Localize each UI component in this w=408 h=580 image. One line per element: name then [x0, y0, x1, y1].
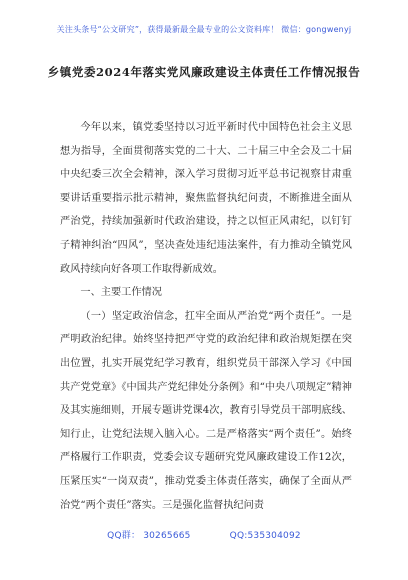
contact-footer	[0, 528, 408, 541]
document-body	[60, 116, 352, 517]
qq-number-text: QQ:535304092	[229, 531, 301, 541]
qq-group-text: QQ群： 30265665	[107, 531, 191, 541]
document-title: 乡镇党委2024年落实党风廉政建设主体责任工作情况报告	[47, 65, 361, 79]
body-paragraph: （一）坚定政治信念，扛牢全面从严治党“两个责任”。一是严明政治纪律。始终坚持把严守党的政治纪律和政治规矩摆在突出位置，扎实开展党纪学习教育，组织党员干部深入学习《中国共产党党章》《中国共产党纪律处分条例》和“中央八项规定”精神及其实施细则，开展专题讲党课4次，教育引导党员干部明底线、知行止，让党纪法规入脑入心。二是严格落实“两个责任”。始终严格履行工作职责，党委会议专题研究党风廉政建设工作12次，压紧压实“一岗双责”，推动党委主体责任落实，确保了全面从严治党“两个责任”落实。三是强化监督执纪问责	[60, 310, 352, 511]
intro-paragraph: 今年以来，镇党委坚持以习近平新时代中国特色社会主义思想为指导，全面贯彻落实党的二十大、二十届三中全会及二十届中央纪委三次全会精神，深入学习贯彻习近平总书记视察甘肃重要讲话重要指示批示精神，聚焦监督执纪问责，不断推进全面从严治党，持续加强新时代政治建设，持之以恒正风肃纪，以钉钉子精神纠治“四风”，坚决查处违纪违法案件，有力推动全镇党风政风持续向好各项工作取得新成效。	[60, 122, 352, 275]
promo-text: 关注头条号“公文研究”，获得最新最全最专业的公文资料库！ 微信：gongwenyj	[56, 25, 352, 34]
promo-header	[0, 0, 408, 44]
section-heading: 一、主要工作情况	[80, 287, 162, 299]
